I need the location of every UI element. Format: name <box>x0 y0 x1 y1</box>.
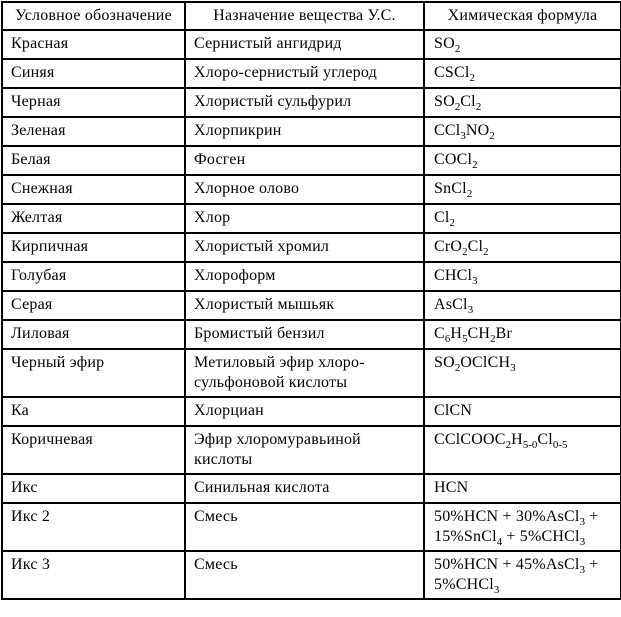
designation-cell: Голубая <box>2 262 185 291</box>
formula-cell: $C_6H_5CH_2Br$ <box>424 320 621 349</box>
purpose-cell: Хлор <box>185 204 424 233</box>
header-cell: Условное обозначение <box>2 2 185 30</box>
formula-cell: 50%HCN + 30%AsCl$_3$ + 15%SnCl$_4$ + 5%CHCl$_3$ <box>424 503 621 551</box>
purpose-cell: Хлоро-сернистый углерод <box>185 59 424 88</box>
purpose-cell: Хлорное олово <box>185 175 424 204</box>
purpose-cell: Эфир хлоромуравьиной кислоты <box>185 426 424 474</box>
designation-cell: Ка <box>2 397 185 426</box>
purpose-cell: Хлористый мышьяк <box>185 291 424 320</box>
formula-cell: SnCl$_2$ <box>424 175 621 204</box>
formula-cell: $CCl_3NO_2$ <box>424 117 621 146</box>
substance-table <box>1 1 621 600</box>
designation-cell: Черная <box>2 88 185 117</box>
header-cell: Назначение вещества У.С. <box>185 2 424 30</box>
purpose-cell: Сернистый ангидрид <box>185 30 424 59</box>
formula-cell: $CrO_2Cl_2$ <box>424 233 621 262</box>
purpose-cell: Смесь <box>185 503 424 551</box>
designation-cell: Белая <box>2 146 185 175</box>
designation-cell: Серая <box>2 291 185 320</box>
table-row <box>2 88 621 117</box>
formula-cell: $Cl_2$ <box>424 204 621 233</box>
table-row <box>2 426 621 474</box>
purpose-cell: Хлороформ <box>185 262 424 291</box>
purpose-cell: Хлорциан <box>185 397 424 426</box>
formula-cell: COCl$_2$ <box>424 146 621 175</box>
formula-cell: $SO_2OClCH_3$ <box>424 349 621 397</box>
table-row <box>2 397 621 426</box>
table-row <box>2 503 621 551</box>
table-row <box>2 551 621 599</box>
table-row <box>2 262 621 291</box>
formula-cell: 50%HCN + 45%AsCl$_3$ + 5%CHCl$_3$ <box>424 551 621 599</box>
formula-cell: $SO_2Cl_2$ <box>424 88 621 117</box>
formula-cell: $CClCOOC_2H_{5-0}Cl_{0-5}$ <box>424 426 621 474</box>
formula-cell: CHCl$_3$ <box>424 262 621 291</box>
table-row <box>2 349 621 397</box>
formula-cell: ClCN <box>424 397 621 426</box>
designation-cell: Снежная <box>2 175 185 204</box>
designation-cell: Желтая <box>2 204 185 233</box>
table-body <box>2 30 621 599</box>
designation-cell: Лиловая <box>2 320 185 349</box>
table-row <box>2 320 621 349</box>
designation-cell: Красная <box>2 30 185 59</box>
purpose-cell: Бромистый бензил <box>185 320 424 349</box>
designation-cell: Икс 2 <box>2 503 185 551</box>
designation-cell: Коричневая <box>2 426 185 474</box>
designation-cell: Синяя <box>2 59 185 88</box>
designation-cell: Икс <box>2 474 185 503</box>
designation-cell: Кирпичная <box>2 233 185 262</box>
purpose-cell: Смесь <box>185 551 424 599</box>
table-row <box>2 175 621 204</box>
formula-cell: CSCl$_2$ <box>424 59 621 88</box>
table-row <box>2 30 621 59</box>
table-row <box>2 59 621 88</box>
formula-cell: $SO_2$ <box>424 30 621 59</box>
table-row <box>2 474 621 503</box>
designation-cell: Зеленая <box>2 117 185 146</box>
purpose-cell: Метиловый эфир хлоро-сульфоновой кислоты <box>185 349 424 397</box>
table-row <box>2 233 621 262</box>
table-row <box>2 204 621 233</box>
header-row <box>2 2 621 30</box>
designation-cell: Икс 3 <box>2 551 185 599</box>
purpose-cell: Хлористый хромил <box>185 233 424 262</box>
purpose-cell: Хлористый сульфурил <box>185 88 424 117</box>
table-row <box>2 146 621 175</box>
purpose-cell: Фосген <box>185 146 424 175</box>
table-row <box>2 117 621 146</box>
designation-cell: Черный эфир <box>2 349 185 397</box>
formula-cell: AsCl$_3$ <box>424 291 621 320</box>
formula-cell: HCN <box>424 474 621 503</box>
header-cell: Химическая формула <box>424 2 621 30</box>
purpose-cell: Хлорпикрин <box>185 117 424 146</box>
table-row <box>2 291 621 320</box>
purpose-cell: Синильная кислота <box>185 474 424 503</box>
